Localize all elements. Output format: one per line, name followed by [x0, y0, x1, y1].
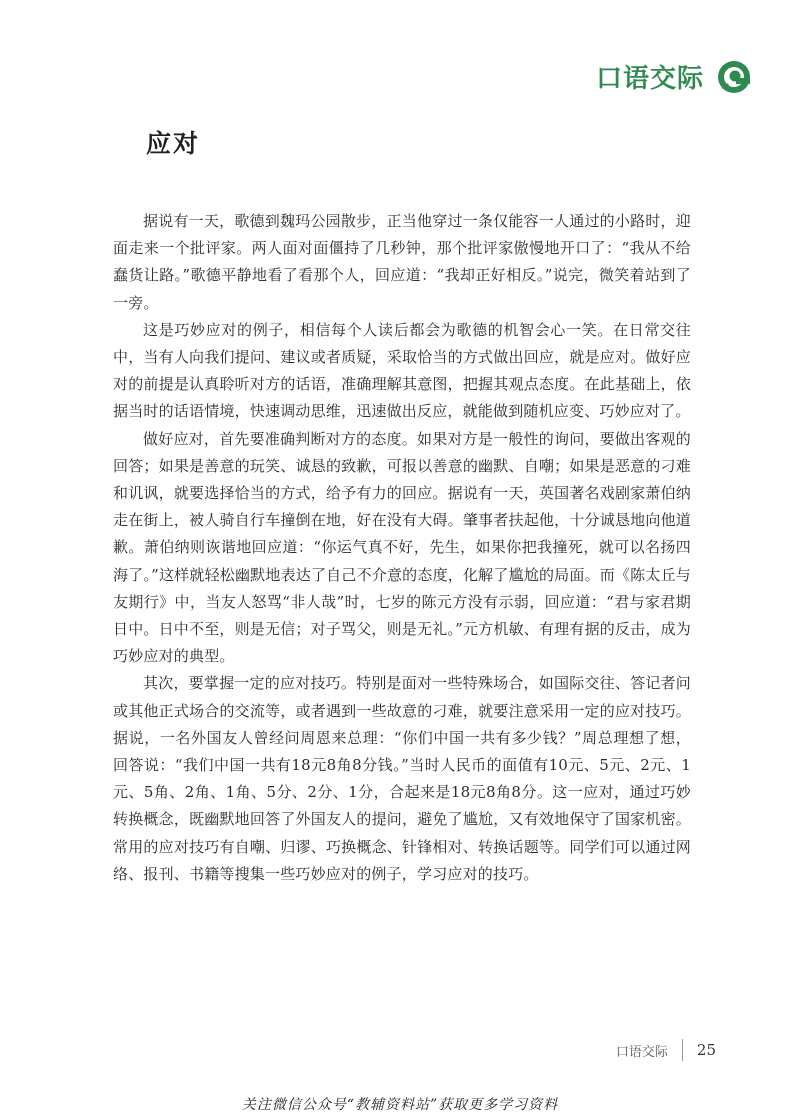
footer-divider	[682, 1039, 683, 1061]
page-number: 25	[696, 1041, 716, 1059]
paragraph-1: 据说有一天，歌德到魏玛公园散步，正当他穿过一条仅能容一人通过的小路时，迎面走来一个批评家。两人面对面僵持了几秒钟，那个批评家傲慢地开口了：“我从不给蠢货让路。”歌德平静地看了看那个人，回应道：“我却正好相反。”说完，微笑着站到了一旁。	[113, 212, 691, 312]
section-title: 口语交际	[595, 64, 704, 94]
footer-section-label: 口语交际	[615, 1044, 668, 1060]
watermark-notice: 关注微信公众号“教辅资料站”获取更多学习资料	[241, 1097, 559, 1113]
paragraph-2: 这是巧妙应对的例子，相信每个人读后都会为歌德的机智会心一笑。在日常交往中，当有人向我们提问、建议或者质疑，采取恰当的方式做出回应，就是应对。做好应对的前提是认真聆听对方的话语，准确理解其意图，把握其观点态度。在此基础上，依据当时的话语情境，快速调动思维，迅速做出反应，就能做到随机应变、巧妙应对了。	[113, 320, 691, 421]
paragraph-4: 其次，要掌握一定的应对技巧。特别是面对一些特殊场合，如国际交往、答记者问或其他正式场合的交流等，或者遇到一些故意的刁难，就要注意采用一定的应对技巧。据说，一名外国友人曾经问周恩来总理：“你们中国一共有多少钱？”周总理想了想，回答说：“我们中国一共有18元8角8分钱。”当时人民币的面值有10元、5元、2元、1元、5角、2角、1角、5分、2分、1分，合起来是18元8角8分。这一应对，通过巧妙转换概念，既幽默地回答了外国友人的提问，避免了尴尬，又有效地保守了国家机密。常用的应对技巧有自嘲、归谬、巧换概念、针锋相对、转换话题等。同学们可以通过网络、报刊、书籍等搜集一些巧妙应对的例子，学习应对的技巧。	[113, 674, 691, 883]
speech-bubble-logo-icon	[716, 59, 752, 95]
section-header	[596, 58, 752, 95]
page-title: 应对	[146, 129, 201, 158]
article-body	[113, 208, 691, 888]
page-footer	[616, 1039, 716, 1061]
page-top-margin	[0, 0, 800, 40]
paragraph-3: 做好应对，首先要准确判断对方的态度。如果对方是一般性的询问，要做出客观的回答；如果是善意的玩笑、诚恳的致歉，可报以善意的幽默、自嘲；如果是恶意的刁难和讥讽，就要选择恰当的方式，给予有力的回应。据说有一天，英国著名戏剧家萧伯纳走在街上，被人骑自行车撞倒在地，好在没有大碍。肇事者扶起他，十分诚恳地向他道歉。萧伯纳则诙谐地回应道：“你运气真不好，先生，如果你把我撞死，就可以名扬四海了。”这样就轻松幽默地表达了自己不介意的态度，化解了尴尬的局面。而《陈太丘与友期行》中，当友人怒骂“非人哉”时，七岁的陈元方没有示弱，回应道：“君与家君期日中。日中不至，则是无信；对子骂父，则是无礼。”元方机敏、有理有据的反击，成为巧妙应对的典型。	[113, 429, 691, 666]
